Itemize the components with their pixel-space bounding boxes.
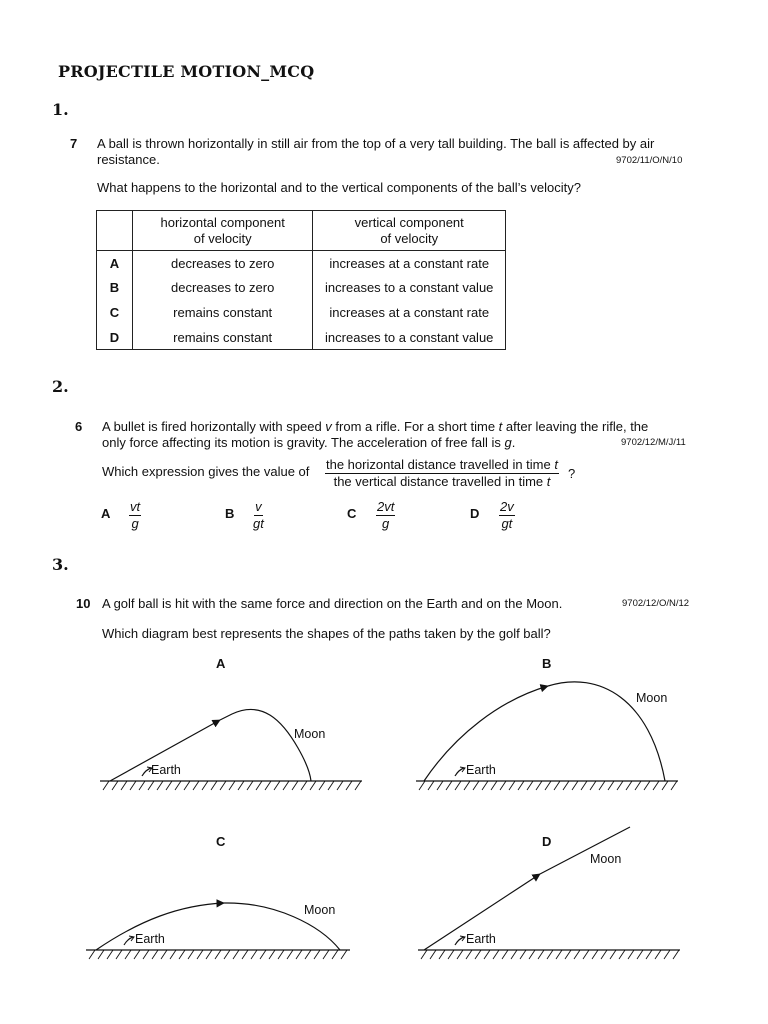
fraction-denominator: the vertical distance travelled in time t bbox=[333, 474, 551, 489]
diagram-a-letter: A bbox=[216, 656, 226, 671]
diagram-a-angle-arc bbox=[142, 768, 151, 776]
diagram-d-ground-hatching bbox=[421, 950, 679, 959]
diagram-c-moon-label: Moon bbox=[304, 903, 336, 917]
diagram-d-earth-path bbox=[424, 874, 540, 950]
option-d-letter: D bbox=[470, 506, 480, 521]
diagram-a-ground-hatching bbox=[103, 781, 361, 790]
question-3-prompt: Which diagram best represents the shapes of the paths taken by the golf ball? bbox=[102, 626, 551, 641]
question-3-text: A golf ball is hit with the same force and direction on the Earth and on the Moon. bbox=[102, 596, 563, 611]
option-c-expression: $\frac{2vt}{g}$ bbox=[377, 499, 395, 531]
vertical-cell: increases at a constant rate bbox=[313, 300, 506, 325]
option-c-letter: C bbox=[347, 506, 357, 521]
diagram-d-letter: D bbox=[542, 834, 552, 849]
option-a-expression: $\frac{vt}{g}$ bbox=[130, 499, 141, 531]
diagram-c bbox=[86, 903, 350, 959]
fraction-numerator: the horizontal distance travelled in time t bbox=[326, 457, 558, 472]
diagram-a bbox=[100, 709, 362, 790]
option-a-letter: A bbox=[101, 506, 111, 521]
diagram-d-moon-label: Moon bbox=[590, 852, 622, 866]
diagram-d-angle-arc bbox=[455, 937, 464, 945]
diagram-d bbox=[418, 827, 680, 959]
diagram-a-moon-label: Moon bbox=[294, 727, 326, 741]
question-1-prompt: What happens to the horizontal and to the vertical components of the ball’s velocity? bbox=[97, 180, 581, 195]
diagram-b-angle-arc bbox=[455, 768, 464, 776]
diagram-c-moon-path bbox=[224, 903, 340, 950]
option-letter: A bbox=[97, 251, 133, 276]
diagram-b-earth-label: Earth bbox=[466, 763, 496, 777]
question-2-reference: 9702/12/M/J/11 bbox=[621, 437, 686, 448]
question-2-text-line1: A bullet is fired horizontally with speed v from a rifle. For a short time t after leaving the rifle, the bbox=[102, 419, 649, 434]
option-letter: B bbox=[97, 276, 133, 301]
option-b-letter: B bbox=[225, 506, 235, 521]
question-2-number: 2. bbox=[52, 377, 69, 396]
question-2-question-mark: ? bbox=[568, 466, 576, 481]
diagram-b-moon-path bbox=[548, 682, 668, 781]
question-1-reference: 9702/11/O/N/10 bbox=[616, 155, 683, 166]
question-3-index: 10 bbox=[76, 596, 91, 611]
diagram-c-earth-label: Earth bbox=[135, 932, 165, 946]
diagram-b bbox=[416, 682, 678, 790]
diagram-d-moon-path bbox=[540, 827, 630, 874]
question-2-text-line2: only force affecting its motion is gravity. The acceleration of free fall is g. bbox=[102, 435, 516, 450]
question-1-index: 7 bbox=[70, 136, 78, 151]
diagram-d-earth-label: Earth bbox=[466, 932, 496, 946]
question-1-text-line1: A ball is thrown horizontally in still air from the top of a very tall building. The ball is affected by air bbox=[97, 136, 655, 151]
table-header-vertical: vertical component of velocity bbox=[313, 211, 506, 251]
horizontal-cell: decreases to zero bbox=[132, 276, 313, 301]
question-3-reference: 9702/12/O/N/12 bbox=[622, 598, 690, 609]
diagram-c-earth-path bbox=[96, 903, 224, 950]
diagram-a-earth-path bbox=[110, 720, 220, 781]
diagram-b-ground-hatching bbox=[419, 781, 677, 790]
diagram-a-moon-path bbox=[220, 709, 311, 781]
option-letter: C bbox=[97, 300, 133, 325]
diagram-a-earth-label: Earth bbox=[151, 763, 181, 777]
option-letter: D bbox=[97, 325, 133, 350]
table-header-horizontal: horizontal component of velocity bbox=[132, 211, 313, 251]
option-d-expression: $\frac{2v}{gt}$ bbox=[500, 499, 514, 531]
diagram-c-letter: C bbox=[216, 834, 226, 849]
diagram-b-letter: B bbox=[542, 656, 552, 671]
vertical-cell: increases to a constant value bbox=[313, 325, 506, 350]
diagram-b-moon-label: Moon bbox=[636, 691, 668, 705]
vertical-cell: increases at a constant rate bbox=[313, 251, 506, 276]
page-title: PROJECTILE MOTION_MCQ bbox=[58, 62, 315, 81]
vertical-cell: increases to a constant value bbox=[313, 276, 506, 301]
option-b-expression: $\frac{v}{gt}$ bbox=[253, 499, 264, 531]
diagram-c-angle-arc bbox=[124, 937, 133, 945]
question-3-number: 3. bbox=[52, 555, 69, 574]
diagram-c-ground-hatching bbox=[89, 950, 347, 959]
horizontal-cell: remains constant bbox=[132, 300, 313, 325]
horizontal-cell: decreases to zero bbox=[132, 251, 313, 276]
question-2-prompt: Which expression gives the value of bbox=[102, 464, 310, 479]
question-1-number: 1. bbox=[52, 100, 69, 119]
question-2-index: 6 bbox=[75, 419, 83, 434]
question-1-text-line2: resistance. bbox=[97, 152, 160, 167]
horizontal-cell: remains constant bbox=[132, 325, 313, 350]
diagram-b-earth-path bbox=[424, 686, 548, 781]
